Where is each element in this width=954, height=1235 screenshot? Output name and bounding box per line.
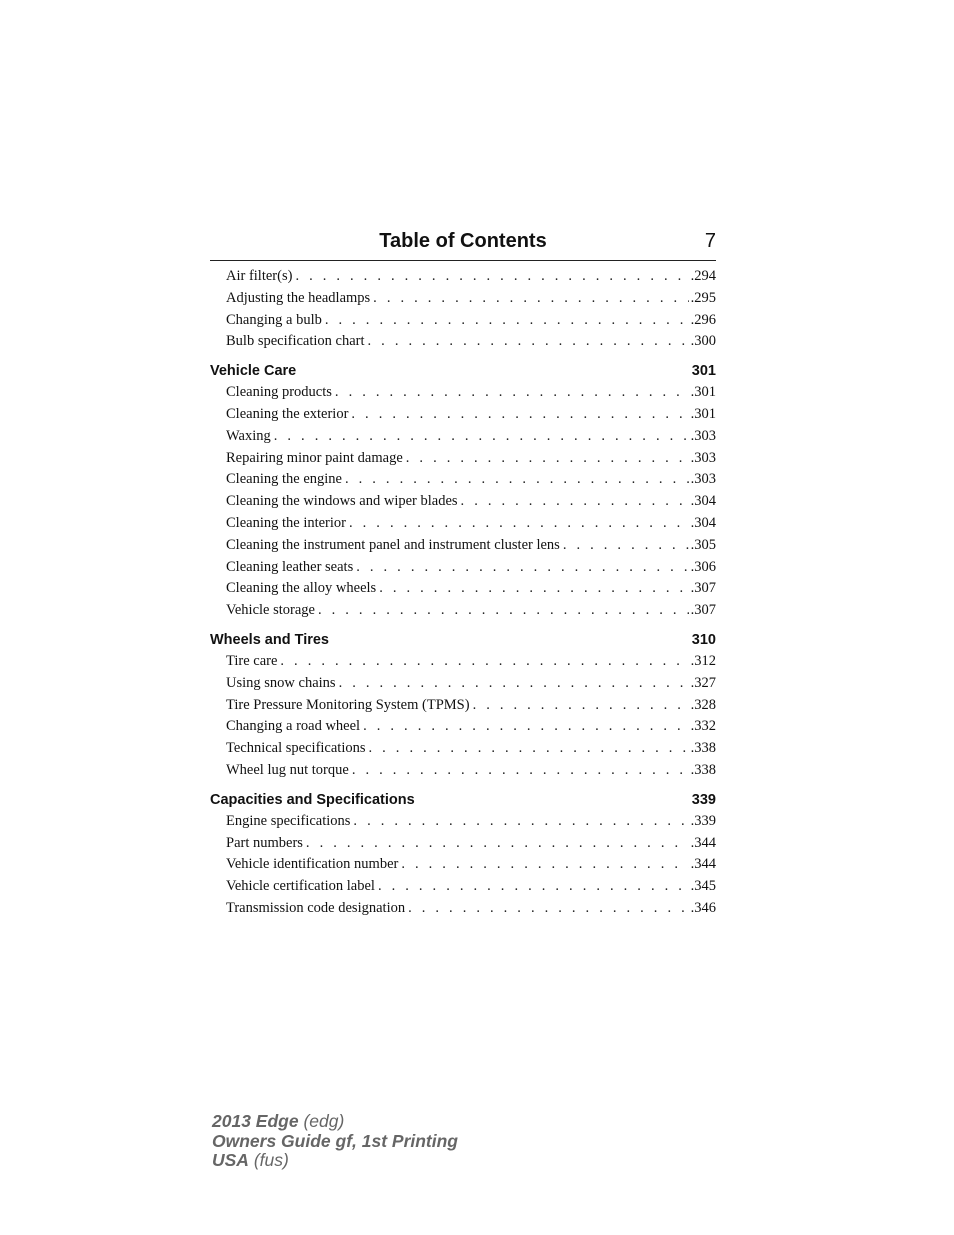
leader-dots bbox=[318, 600, 689, 622]
toc-entry[interactable] bbox=[210, 898, 716, 920]
toc-entry-page: .305 bbox=[690, 536, 716, 553]
leader-dots bbox=[369, 738, 689, 760]
toc-intro-group bbox=[210, 266, 716, 353]
toc-entry-page: .304 bbox=[690, 514, 716, 531]
toc-entry-page: .344 bbox=[690, 834, 716, 851]
toc-entry[interactable] bbox=[210, 673, 716, 695]
toc-entry[interactable] bbox=[210, 426, 716, 448]
toc-entry-page: .301 bbox=[690, 384, 716, 401]
toc-entry-label: Tire Pressure Monitoring System (TPMS) bbox=[226, 696, 470, 713]
table-of-contents bbox=[210, 266, 716, 927]
toc-entry-label: Waxing bbox=[226, 427, 271, 444]
leader-dots bbox=[353, 811, 688, 833]
toc-entry-label: Cleaning products bbox=[226, 384, 332, 401]
toc-entry-label: Part numbers bbox=[226, 834, 303, 851]
toc-entry-page: .294 bbox=[690, 268, 716, 284]
toc-entry-label: Vehicle certification label bbox=[226, 878, 375, 895]
toc-entry[interactable] bbox=[210, 578, 716, 600]
toc-entry-label: Air filter(s) bbox=[226, 268, 293, 284]
footer-line-guide bbox=[212, 1132, 458, 1152]
toc-entry-page: .328 bbox=[690, 696, 716, 713]
leader-dots bbox=[563, 535, 689, 557]
page-title: Table of Contents bbox=[379, 230, 547, 252]
toc-entry-label: Transmission code designation bbox=[226, 899, 406, 916]
toc-entry-label: Cleaning the exterior bbox=[226, 405, 349, 422]
leader-dots bbox=[345, 469, 689, 491]
toc-entry[interactable] bbox=[210, 535, 716, 557]
toc-entry-page: .339 bbox=[690, 812, 716, 829]
toc-entry-page: .307 bbox=[690, 602, 716, 619]
toc-entry-label: Changing a bulb bbox=[226, 311, 322, 328]
toc-entry-page: .304 bbox=[690, 493, 716, 510]
footer-line-market bbox=[212, 1151, 458, 1171]
toc-entry-label: Tire care bbox=[226, 652, 278, 669]
toc-entry[interactable] bbox=[210, 491, 716, 513]
toc-entry-label: Bulb specification chart bbox=[226, 333, 365, 350]
leader-dots bbox=[356, 557, 688, 579]
leader-dots bbox=[473, 695, 689, 717]
toc-entry-label: Technical specifications bbox=[226, 740, 366, 757]
toc-entry-label: Repairing minor paint damage bbox=[226, 449, 403, 466]
toc-entry-label: Cleaning the instrument panel and instrument cluster lens bbox=[226, 536, 560, 553]
toc-entry-label: Cleaning the engine bbox=[226, 471, 342, 488]
section-heading[interactable] bbox=[210, 360, 716, 382]
toc-section-vehicle-care bbox=[210, 360, 716, 622]
toc-entry-label: Using snow chains bbox=[226, 674, 336, 691]
toc-entry[interactable] bbox=[210, 448, 716, 470]
leader-dots bbox=[363, 716, 689, 738]
toc-entry[interactable] bbox=[210, 811, 716, 833]
footer-model-code: (edg) bbox=[303, 1111, 345, 1131]
toc-entry-page: .306 bbox=[690, 558, 716, 575]
section-title: Vehicle Care bbox=[210, 363, 297, 380]
toc-entry-label: Cleaning leather seats bbox=[226, 558, 354, 575]
section-page: 310 bbox=[691, 631, 716, 648]
leader-dots bbox=[373, 288, 688, 310]
section-title: Wheels and Tires bbox=[210, 631, 329, 648]
toc-entry-page: .338 bbox=[690, 761, 716, 778]
toc-entry[interactable] bbox=[210, 310, 716, 332]
toc-entry-page: .300 bbox=[690, 333, 716, 350]
toc-entry-page: .307 bbox=[690, 580, 716, 597]
footer-market-code: (fus) bbox=[253, 1150, 289, 1170]
toc-section-wheels-and-tires bbox=[210, 629, 716, 782]
toc-entry[interactable] bbox=[210, 876, 716, 898]
toc-entry[interactable] bbox=[210, 695, 716, 717]
toc-entry-page: .303 bbox=[690, 471, 716, 488]
footer-guide: Owners Guide gf, 1st Printing bbox=[212, 1130, 458, 1151]
section-heading[interactable] bbox=[210, 629, 716, 651]
leader-dots bbox=[406, 448, 689, 470]
section-title: Capacities and Specifications bbox=[210, 791, 415, 808]
toc-entry[interactable] bbox=[210, 266, 716, 288]
toc-entry[interactable] bbox=[210, 854, 716, 876]
toc-entry-page: .303 bbox=[690, 449, 716, 466]
toc-entry[interactable] bbox=[210, 331, 716, 353]
leader-dots bbox=[325, 310, 689, 332]
leader-dots bbox=[274, 426, 689, 448]
toc-entry-label: Vehicle storage bbox=[226, 602, 315, 619]
leader-dots bbox=[306, 833, 689, 855]
footer-market: USA bbox=[212, 1150, 249, 1170]
toc-entry-page: .327 bbox=[690, 674, 716, 691]
leader-dots bbox=[379, 578, 688, 600]
leader-dots bbox=[368, 331, 689, 353]
toc-entry[interactable] bbox=[210, 651, 716, 673]
leader-dots bbox=[408, 898, 689, 920]
footer-model: 2013 Edge bbox=[212, 1111, 299, 1131]
toc-entry-page: .344 bbox=[690, 856, 716, 873]
page-header bbox=[210, 228, 716, 261]
toc-entry-page: .295 bbox=[690, 289, 716, 306]
leader-dots bbox=[339, 673, 689, 695]
toc-entry[interactable] bbox=[210, 404, 716, 426]
leader-dots bbox=[280, 651, 688, 673]
toc-entry-label: Adjusting the headlamps bbox=[226, 289, 371, 306]
section-heading[interactable] bbox=[210, 789, 716, 811]
leader-dots bbox=[349, 513, 689, 535]
section-page: 301 bbox=[691, 363, 716, 380]
toc-entry-page: .303 bbox=[690, 427, 716, 444]
toc-entry-label: Cleaning the alloy wheels bbox=[226, 580, 377, 597]
toc-entry[interactable] bbox=[210, 469, 716, 491]
leader-dots bbox=[461, 491, 689, 513]
toc-section-capacities-and-specifications bbox=[210, 789, 716, 920]
leader-dots bbox=[335, 382, 689, 404]
toc-entry[interactable] bbox=[210, 716, 716, 738]
toc-entry-page: .338 bbox=[690, 740, 716, 757]
toc-entry-label: Wheel lug nut torque bbox=[226, 761, 349, 778]
toc-entry[interactable] bbox=[210, 833, 716, 855]
toc-entry[interactable] bbox=[210, 557, 716, 579]
leader-dots bbox=[351, 404, 688, 426]
toc-entry[interactable] bbox=[210, 382, 716, 404]
toc-entry-label: Changing a road wheel bbox=[226, 718, 361, 735]
toc-entry-page: .332 bbox=[690, 718, 716, 735]
toc-entry-label: Cleaning the windows and wiper blades bbox=[226, 493, 458, 510]
toc-entry-page: .296 bbox=[690, 311, 716, 328]
leader-dots bbox=[401, 854, 688, 876]
toc-entry[interactable] bbox=[210, 288, 716, 310]
toc-entry[interactable] bbox=[210, 600, 716, 622]
document-footer bbox=[212, 1112, 458, 1171]
toc-entry-label: Engine specifications bbox=[226, 812, 351, 829]
toc-entry-page: .312 bbox=[690, 652, 716, 669]
toc-entry-page: .346 bbox=[690, 899, 716, 916]
leader-dots bbox=[378, 876, 689, 898]
toc-entry-label: Cleaning the interior bbox=[226, 514, 346, 531]
toc-entry-label: Vehicle identification number bbox=[226, 856, 399, 873]
section-page: 339 bbox=[691, 791, 716, 808]
footer-line-model bbox=[212, 1112, 458, 1132]
toc-entry[interactable] bbox=[210, 513, 716, 535]
leader-dots bbox=[295, 266, 688, 288]
page-number: 7 bbox=[704, 230, 716, 252]
toc-entry[interactable] bbox=[210, 760, 716, 782]
toc-entry-page: .301 bbox=[690, 405, 716, 422]
toc-entry[interactable] bbox=[210, 738, 716, 760]
toc-entry-page: .345 bbox=[690, 878, 716, 895]
leader-dots bbox=[352, 760, 689, 782]
